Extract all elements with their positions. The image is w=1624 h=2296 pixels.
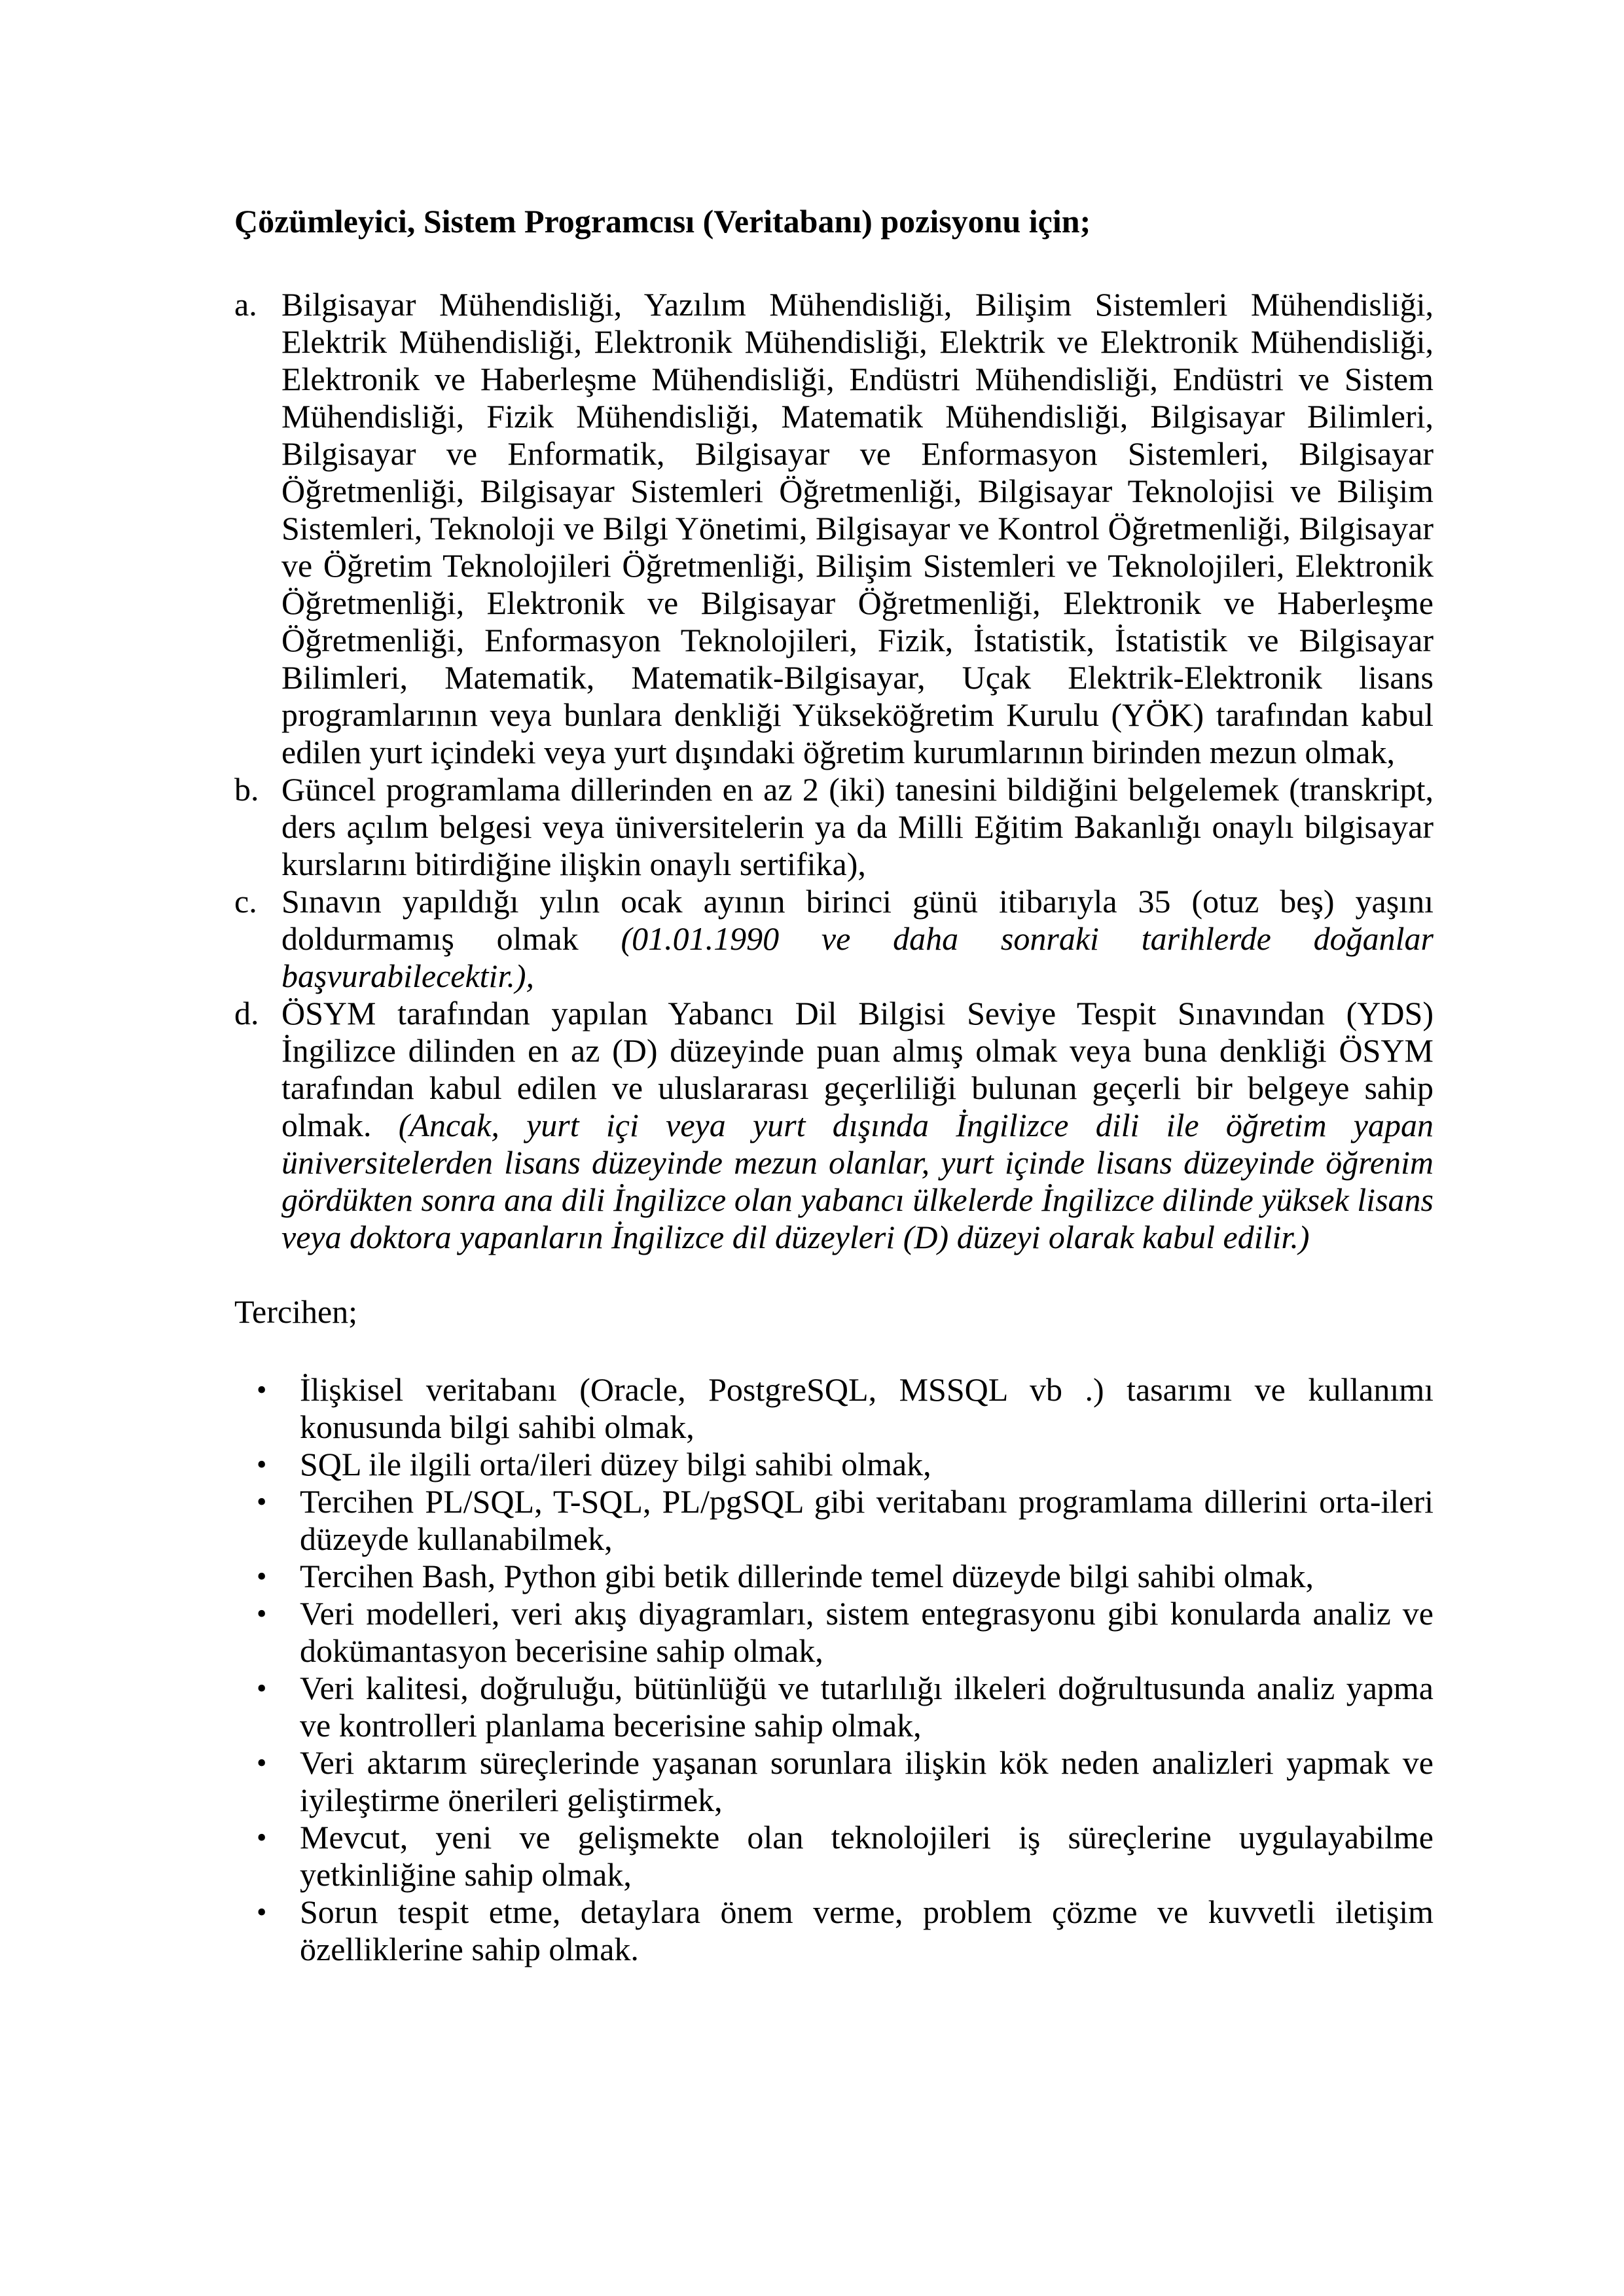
preference-text: Mevcut, yeni ve gelişmekte olan teknolojileri iş süreçlerine uygulayabilme yetkinliğine sahip olmak, xyxy=(300,1819,1434,1893)
preference-item xyxy=(234,1893,1434,1968)
bullet-icon: • xyxy=(257,1672,267,1704)
preference-text: İlişkisel veritabanı (Oracle, PostgreSQL, MSSQL vb .) tasarımı ve kullanımı konusunda bilgi sahibi olmak, xyxy=(300,1371,1434,1445)
requirement-item-c xyxy=(234,883,1434,995)
preference-item xyxy=(234,1558,1434,1595)
list-marker-d: d. xyxy=(234,995,259,1031)
bullet-icon: • xyxy=(257,1598,267,1630)
preference-text: Tercihen Bash, Python gibi betik dillerinde temel düzeyde bilgi sahibi olmak, xyxy=(300,1558,1314,1594)
preference-text: Sorun tespit etme, detaylara önem verme, problem çözme ve kuvvetli iletişim özelliklerine sahip olmak. xyxy=(300,1893,1434,1967)
bullet-icon: • xyxy=(257,1896,267,1928)
requirement-b-text: Güncel programlama dillerinden en az 2 (iki) tanesini bildiğini belgelemek (transkript, ders açılım belgesi veya üniversitelerin ya da Milli Eğitim Bakanlığı onaylı bilgisayar kurslarını bitirdiğine ilişkin onaylı sertifika), xyxy=(281,771,1434,882)
preference-item xyxy=(234,1483,1434,1558)
requirement-d-text: ÖSYM tarafından yapılan Yabancı Dil Bilgisi Seviye Tespit Sınavından (YDS) İngilizce dilinden en az (D) düzeyinde puan almış olmak veya buna denkliği ÖSYM tarafından kabul edilen ve uluslararası geçerliliği bulunan geçerli bir belgeye sahip olmak. xyxy=(281,995,1434,1143)
requirement-a-text: Bilgisayar Mühendisliği, Yazılım Mühendisliği, Bilişim Sistemleri Mühendisliği, Elektrik Mühendisliği, Elektronik Mühendisliği, Elektrik ve Elektronik Mühendisliği, Elektronik ve Haberleşme Mühendisliği, Endüstri Mühendisliği, Endüstri ve Sistem Mühendisliği, Fizik Mühendisliği, Matematik Mühendisliği, Bilgisayar Bilimleri, Bilgisayar ve Enformatik, Bilgisayar ve Enformasyon Sistemleri, Bilgisayar Öğretmenliği, Bilgisayar Sistemleri Öğretmenliği, Bilgisayar Teknolojisi ve Bilişim Sistemleri, Teknoloji ve Bilgi Yönetimi, Bilgisayar ve Kontrol Öğretmenliği, Bilgisayar ve Öğretim Teknolojileri Öğretmenliği, Bilişim Sistemleri ve Teknolojileri, Elektronik Öğretmenliği, Elektronik ve Bilgisayar Öğretmenliği, Elektronik ve Haberleşme Öğretmenliği, Enformasyon Teknolojileri, Fizik, İstatistik, İstatistik ve Bilgisayar Bilimleri, Matematik, Matematik-Bilgisayar, Uçak Elektrik-Elektronik lisans programlarının veya bunlara denkliği Yükseköğretim Kurulu (YÖK) tarafından kabul edilen yurt içindeki veya yurt dışındaki öğretim kurumlarının birinden mezun olmak, xyxy=(281,286,1434,770)
requirement-d-italic-note: (Ancak, yurt içi veya yurt dışında İngilizce dili ile öğretim yapan üniversitelerden lisans düzeyinde mezun olanlar, yurt içinde lisans düzeyinde öğrenim gördükten sonra ana dili İngilizce olan yabancı ülkelerde İngilizce dilinde yüksek lisans veya doktora yapanların İngilizce dil düzeyleri (D) düzeyi olarak kabul edilir.) xyxy=(281,1107,1434,1255)
list-marker-b: b. xyxy=(234,771,259,808)
requirement-item-b xyxy=(234,771,1434,883)
requirement-item-a xyxy=(234,286,1434,771)
requirement-c-text: Sınavın yapıldığı yılın ocak ayının birinci günü itibarıyla 35 (otuz beş) yaşını doldurmamış olmak xyxy=(281,883,1434,957)
preference-item xyxy=(234,1446,1434,1483)
preferences-list xyxy=(234,1371,1434,1968)
preference-item xyxy=(234,1595,1434,1670)
requirements-list xyxy=(234,286,1434,1256)
preference-text: Tercihen PL/SQL, T-SQL, PL/pgSQL gibi veritabanı programlama dillerini orta-ileri düzeyde kullanabilmek, xyxy=(300,1483,1434,1557)
list-marker-c: c. xyxy=(234,883,257,920)
preference-text: Veri aktarım süreçlerinde yaşanan sorunlara ilişkin kök neden analizleri yapmak ve iyileştirme önerileri geliştirmek, xyxy=(300,1744,1434,1818)
preference-item xyxy=(234,1670,1434,1744)
preference-item xyxy=(234,1819,1434,1893)
page-title: Çözümleyici, Sistem Programcısı (Veritabanı) pozisyonu için; xyxy=(234,203,1091,240)
requirement-c-italic-note: (01.01.1990 ve daha sonraki tarihlerde doğanlar başvurabilecektir.), xyxy=(281,920,1434,994)
preference-text: Veri kalitesi, doğruluğu, bütünlüğü ve tutarlılığı ilkeleri doğrultusunda analiz yapma ve kontrolleri planlama becerisine sahip olmak, xyxy=(300,1670,1434,1744)
bullet-icon: • xyxy=(257,1821,267,1854)
bullet-icon: • xyxy=(257,1448,267,1480)
preferences-heading: Tercihen; xyxy=(234,1293,358,1330)
list-marker-a: a. xyxy=(234,286,257,323)
preference-item xyxy=(234,1371,1434,1446)
preference-text: Veri modelleri, veri akış diyagramları, sistem entegrasyonu gibi konularda analiz ve dokümantasyon becerisine sahip olmak, xyxy=(300,1595,1434,1669)
preference-item xyxy=(234,1744,1434,1819)
bullet-icon: • xyxy=(257,1560,267,1592)
bullet-icon: • xyxy=(257,1374,267,1406)
bullet-icon: • xyxy=(257,1747,267,1779)
requirement-item-d xyxy=(234,995,1434,1256)
preference-text: SQL ile ilgili orta/ileri düzey bilgi sahibi olmak, xyxy=(300,1446,931,1482)
bullet-icon: • xyxy=(257,1486,267,1518)
